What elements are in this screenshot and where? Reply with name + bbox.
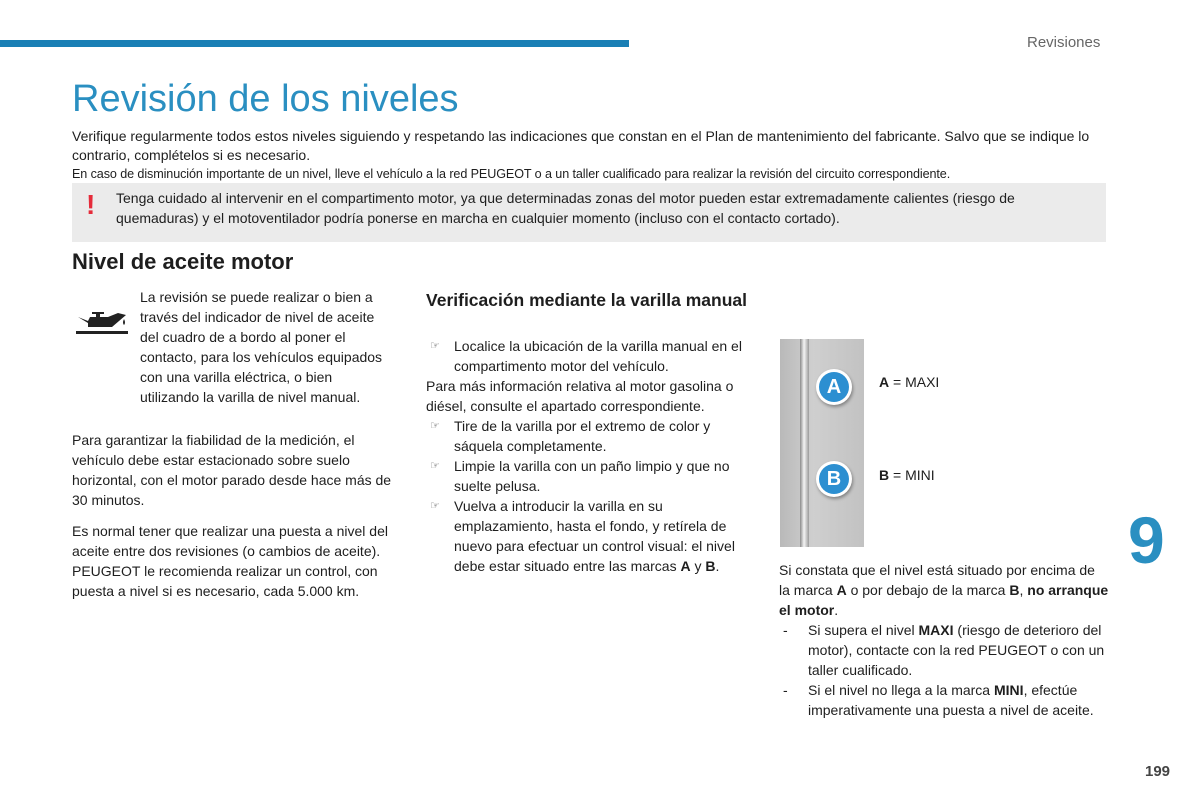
oil-icon-text: La revisión se puede realizar o bien a través del indicador de nivel de aceite del cuadro de a bordo al poner el contacto, para los vehículos equipados con una varilla eléctrica, o bien utilizando la varilla de nivel manual. — [140, 289, 383, 405]
oil-paragraph-1: Para garantizar la fiabilidad de la medición, el vehículo debe estar estacionado sobre suelo horizontal, con el motor parado desde hace más de 30 minutos. — [72, 432, 392, 508]
intro-paragraph-1: Verifique regularmente todos estos niveles siguiendo y respetando las indicaciones que constan en el Plan de mantenimiento del fabricante. Salvo que se indique lo contrario, complételos si es necesario. — [72, 128, 1090, 163]
pointing-hand-icon: ☞ — [430, 340, 440, 352]
dipstick-illustration — [780, 339, 864, 547]
pointing-hand-icon: ☞ — [430, 420, 440, 432]
oil-can-icon — [74, 305, 130, 337]
warning-text: Tenga cuidado al intervenir en el compartimento motor, ya que determinadas zonas del motor pueden estar extremadamente calientes (riesgo de quemaduras) y el motoventilador podría ponerse en marcha en cualquier momento (incluso con el contacto cortado). — [116, 190, 1015, 226]
page-title: Revisión de los niveles — [72, 78, 459, 120]
intro-text — [72, 127, 1112, 184]
level-result-text — [779, 560, 1109, 720]
page-number: 199 — [1145, 763, 1171, 780]
warning-box — [72, 183, 1106, 242]
label-mini: B = MINI — [879, 467, 935, 483]
oil-paragraph-2: Es normal tener que realizar una puesta a nivel del aceite entre dos revisiones (o cambios de aceite). PEUGEOT le recomienda realizar un control, con puesta a nivel si es necesario, cada 5.000 km. — [72, 523, 388, 599]
marker-a: A — [816, 369, 852, 405]
step-locate: ☞ Localice la ubicación de la varilla manual en el compartimento motor del vehículo. — [430, 338, 742, 374]
warning-exclamation-icon: ! — [86, 189, 96, 220]
step-clean: ☞ Limpie la varilla con un paño limpio y que no suelte pelusa. — [430, 458, 730, 494]
step-reinsert: ☞ Vuelva a introducir la varilla en su emplazamiento, hasta el fondo, y retírela de nuevo para efectuar un control visual: el nivel debe estar situado entre las marcas A y B. — [430, 498, 735, 574]
step-info: Para más información relativa al motor gasolina o diésel, consulte el apartado correspondiente. — [426, 378, 734, 414]
pointing-hand-icon: ☞ — [430, 500, 440, 512]
result-intro: Si constata que el nivel está situado por encima de la marca A o por debajo de la marca B, no arranque el motor. — [779, 562, 1109, 618]
oil-level-heading: Nivel de aceite motor — [72, 249, 294, 274]
chapter-number: 9 — [1128, 503, 1165, 577]
manual-dipstick-heading: Verificación mediante la varilla manual — [426, 290, 747, 310]
header-accent-bar — [0, 40, 629, 47]
result-item-maxi: - Si supera el nivel MAXI (riesgo de deterioro del motor), contacte con la red PEUGEOT o con un taller cualificado. — [783, 622, 1105, 678]
step-pull: ☞ Tire de la varilla por el extremo de color y sáquela completamente. — [430, 418, 711, 454]
marker-b: B — [816, 461, 852, 497]
section-label: Revisiones — [1027, 34, 1101, 51]
manual-steps — [426, 336, 761, 576]
intro-paragraph-2: En caso de disminución importante de un nivel, lleve el vehículo a la red PEUGEOT o a un taller cualificado para realizar la revisión del circuito correspondiente. — [72, 167, 951, 181]
pointing-hand-icon: ☞ — [430, 460, 440, 472]
label-maxi: A = MAXI — [879, 374, 940, 390]
result-item-mini: - Si el nivel no llega a la marca MINI, efectúe imperativamente una puesta a nivel de aceite. — [783, 682, 1094, 718]
dipstick-rod — [800, 339, 809, 547]
